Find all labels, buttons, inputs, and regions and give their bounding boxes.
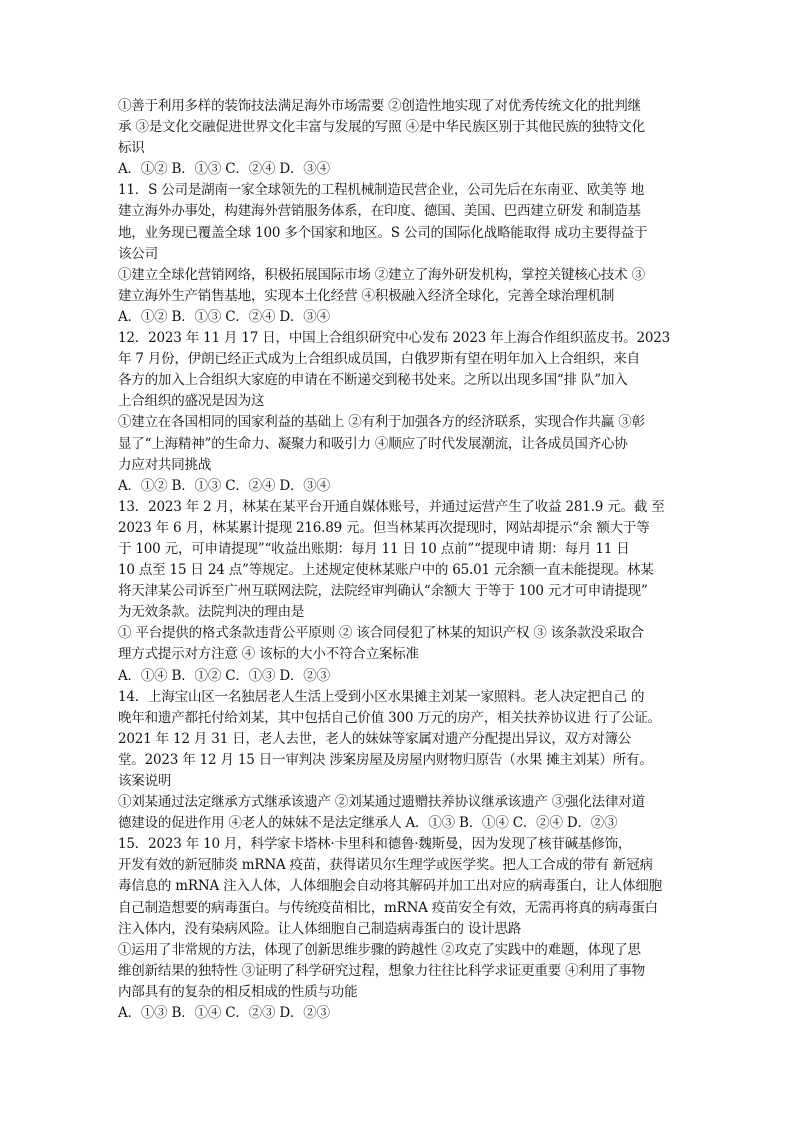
text-line: 理方式提示对方注意 ④ 该标的大小不符合立案标准: [118, 646, 419, 663]
text-line: 2023 年 6 月，林某累计提现 216.89 元。但当林某再次提现时，网站却提示“余 额大于等: [118, 519, 650, 536]
question-13-stem: 13．2023 年 2 月，林某在某平台开通自媒体账号，并通过运营产生了收益 281.9 元。截 至: [118, 498, 665, 515]
text-line: 标识: [118, 140, 145, 157]
question-14-stem: 14．上海宝山区一名独居老人生活上受到小区水果摊主刘某一家照料。老人决定把自己 的: [118, 688, 645, 705]
text-line: 毒信息的 mRNA 注入人体，人体细胞会自动将其解码并加工出对应的病毒蛋白，让人体细胞: [118, 878, 663, 895]
question-12-stem: 12．2023 年 11 月 17 日，中国上合组织研究中心发布 2023 年上海合作组织蓝皮书。2023: [118, 330, 671, 347]
text-line: ① 平台提供的格式条款违背公平原则 ② 该合同侵犯了林某的知识产权 ③ 该条款没采取合: [118, 625, 644, 642]
question-15-stem: 15．2023 年 10 月，科学家卡塔林·卡里科和德鲁·魏斯曼，因为发现了核苷碱基修饰，: [118, 836, 632, 853]
text-line: 年 7 月份，伊朗已经正式成为上合组织成员国，白俄罗斯有望在明年加入上合组织，来自: [118, 351, 640, 368]
answer-options: A．①② B．①③ C．②④ D．③④: [118, 308, 330, 325]
answer-options: A．①③ B．①④ C．②③ D．②③: [118, 1005, 330, 1022]
answer-options: A．①④ B．①② C．①③ D．②③: [118, 667, 330, 684]
text-line: ①建立全球化营销网络，积极拓展国际市场 ②建立了海外研发机构，掌控关键核心技术 ③: [118, 266, 645, 283]
text-line: 自己制造想要的病毒蛋白。与传统疫苗相比，mRNA 疫苗安全有效，无需再将真的病毒蛋白: [118, 899, 658, 916]
text-line: ①刘某通过法定继承方式继承该遗产 ②刘某通过遗赠扶养协议继承该遗产 ③强化法律对道: [118, 794, 645, 811]
text-line: 显了“上海精神”的生命力、凝聚力和吸引力 ④顺应了时代发展潮流，让各成员国齐心协: [118, 435, 628, 452]
text-line: 建立海外生产销售基地，实现本土化经营 ④积极融入经济全球化，完善全球治理机制: [118, 287, 615, 304]
text-line: 上合组织的盛况是因为这: [118, 393, 265, 410]
text-line: 力应对共同挑战: [118, 456, 212, 473]
answer-options: A．①② B．①③ C．②④ D．③④: [118, 161, 330, 178]
text-line: ①善于利用多样的装饰技法满足海外市场需要 ②创造性地实现了对优秀传统文化的批判继: [118, 98, 641, 114]
text-line: 该案说明: [118, 773, 172, 789]
text-line: 开发有效的新冠肺炎 mRNA 疫苗，获得诺贝尔生理学或医学奖。把人工合成的带有 新冠病: [118, 857, 653, 874]
text-line: 德建设的促进作用 ④老人的妹妹不是法定继承人 A．①③ B．①④ C．②④ D．②③: [118, 815, 618, 832]
text-line: 堂。2023 年 12 月 15 日一审判决 涉案房屋及房屋内财物归原告（水果 摊主刘某）所有。: [118, 751, 653, 768]
text-line: ①运用了非常规的方法，体现了创新思维步骤的跨越性 ②攻克了实践中的难题，体现了思: [118, 941, 641, 958]
text-line: 承 ③是文化交融促进世界文化丰富与发展的写照 ④是中华民族区别于其他民族的独特文化: [118, 119, 645, 136]
text-line: 2021 年 12 月 31 日，老人去世，老人的妹妹等家属对遗产分配提出异议，双方对簿公: [118, 730, 632, 747]
text-line: 10 点至 15 日 24 点”等规定。上述规定使林某账户中的 65.01 元余额一直未能提现。林某: [118, 562, 654, 579]
text-line: 将天津某公司诉至广州互联网法院，法院经审判确认“余额大 于等于 100 元才可申请提现”: [118, 583, 648, 600]
text-line: 建立海外办事处，构建海外营销服务体系，在印度、德国、美国、巴西建立研发 和制造基: [118, 203, 641, 220]
text-line: 各方的加入上合组织大家庭的申请在不断递交到秘书处来。之所以出现多国“排 队”加入: [118, 372, 628, 389]
text-line: 内部具有的复杂的相反相成的性质与功能: [118, 983, 358, 1000]
question-11-stem: 11．S 公司是湖南一家全球领先的工程机械制造民营企业，公司先后在东南亚、欧美等 地: [118, 182, 645, 199]
text-line: 地，业务现已覆盖全球 100 多个国家和地区。S 公司的国际化战略能取得 成功主要得益于: [118, 224, 648, 241]
text-line: 为无效条款。法院判决的理由是: [118, 604, 305, 621]
answer-options: A．①② B．①③ C．②④ D．③④: [118, 477, 330, 494]
text-line: 注入体内，没有染病风险。让人体细胞自己制造病毒蛋白的 设计思路: [118, 920, 522, 937]
text-line: ①建立在各国相同的国家利益的基础上 ②有利于加强各方的经济联系，实现合作共赢 ③彰: [118, 414, 645, 431]
text-line: 该公司: [118, 245, 158, 262]
text-line: 晚年和遗产都托付给刘某，其中包括自己价值 300 万元的房产，相关扶养协议进 行了公证。: [118, 709, 661, 726]
text-line: 于 100 元，可申请提现”“收益出账期：每月 11 日 10 点前”“提现申请 期：每月 11 日: [118, 540, 630, 557]
exam-page: [118, 96, 678, 1024]
text-line: 维创新结果的独特性 ③证明了科学研究过程，想象力往往比科学求证更重要 ④利用了事物: [118, 962, 645, 979]
